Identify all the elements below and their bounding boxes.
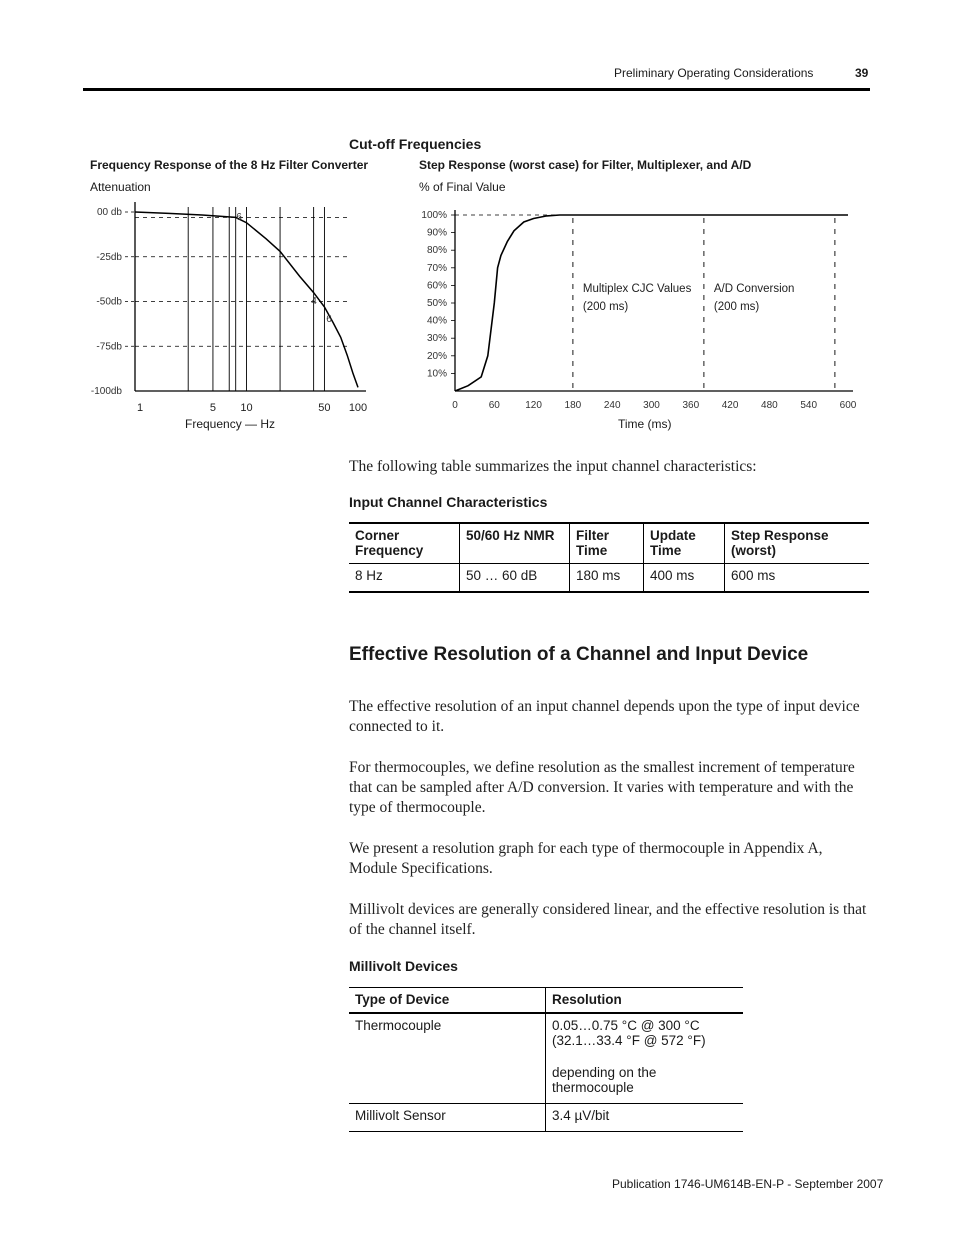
y-tick-label: 50% [426, 298, 447, 309]
chart2-title: Step Response (worst case) for Filter, Multiplexer, and A/D [419, 158, 752, 172]
x-tick-label: 120 [525, 400, 542, 411]
body-paragraph: For thermocouples, we define resolution as the smallest increment of temperature that can be sampled after A/D conversion. It varies with temperature and with the type of thermocouple. [349, 759, 855, 816]
y-tick-label: 60% [426, 280, 447, 292]
table-header-cell: 50/60 Hz NMR [460, 523, 570, 564]
y-tick-label: -50db [96, 296, 122, 308]
y-tick-label: -100db [90, 386, 122, 397]
section-heading: Effective Resolution of a Channel and Input Device [349, 644, 809, 665]
x-tick-label: 5 [209, 402, 216, 414]
x-tick-label: 50 [318, 402, 331, 414]
table-cell: Thermocouple [349, 1013, 546, 1104]
y-tick-label: 30% [426, 333, 447, 345]
figure-caption: Cut-off Frequencies [349, 136, 482, 152]
y-tick-label: 80% [426, 245, 447, 257]
y-tick-label: 70% [426, 262, 447, 274]
resolution-line: (32.1…33.4 °F @ 572 °F) [552, 1033, 706, 1048]
body-paragraph: The effective resolution of an input channel depends upon the type of input device connected to it. [349, 698, 860, 735]
table1-title: Input Channel Characteristics [349, 494, 548, 510]
chart2-ylabel: % of Final Value [419, 180, 506, 194]
x-tick-label: 420 [721, 400, 739, 411]
x-tick-label: 600 [839, 400, 857, 411]
table-header-cell: Update Time [644, 523, 725, 564]
step-response-curve [455, 215, 848, 391]
curve-annotation: 4 [311, 296, 317, 307]
phase-duration: (200 ms) [713, 301, 760, 313]
body-paragraph: We present a resolution graph for each type of thermocouple in Appendix A, Module Specifications. [349, 840, 823, 877]
table-cell: 8 Hz [349, 564, 460, 593]
page-number: 39 [855, 66, 869, 80]
table-row [349, 1013, 743, 1104]
resolution-line: 0.05…0.75 °C @ 300 °C [552, 1018, 700, 1033]
table-cell: 50 … 60 dB [460, 564, 570, 593]
y-tick-label: 90% [426, 227, 447, 239]
x-tick-label: 60 [488, 400, 500, 411]
table-cell [546, 1013, 744, 1104]
x-tick-label: 240 [603, 400, 621, 411]
intro-paragraph: The following table summarizes the input channel characteristics: [349, 458, 757, 475]
y-tick-label: -25db [96, 251, 122, 263]
x-tick-label: 360 [682, 400, 700, 411]
table-cell: Millivolt Sensor [349, 1104, 546, 1132]
x-tick-label: 1 [136, 402, 144, 414]
table-cell: 400 ms [644, 564, 725, 593]
table-row [349, 564, 869, 593]
x-tick-label: 540 [800, 400, 818, 411]
resolution-note: depending on the thermocouple [552, 1065, 657, 1095]
x-tick-label: 300 [643, 400, 660, 411]
table-header-cell: Type of Device [349, 988, 546, 1014]
chart2-xlabel: Time (ms) [618, 417, 672, 431]
y-tick-label: 10% [426, 368, 447, 380]
x-tick-label: 100 [348, 402, 368, 414]
x-tick-label: 0 [452, 400, 458, 411]
step-response-chart [421, 210, 856, 411]
y-tick-label: -75db [96, 341, 122, 353]
body-paragraph: Millivolt devices are generally considered linear, and the effective resolution is that of the channel itself. [349, 901, 867, 938]
y-tick-label: 00 db [96, 207, 122, 218]
cutoff-charts-svg [0, 0, 954, 440]
curve-annotation: 6 [236, 212, 242, 223]
y-tick-label: 20% [426, 350, 447, 362]
curve-annotation: 6 [326, 314, 332, 325]
table-row [349, 1104, 743, 1132]
table-header-row [349, 523, 869, 564]
table-header-cell: Filter Time [570, 523, 644, 564]
frequency-response-chart [91, 202, 367, 414]
chart1-ylabel: Attenuation [90, 180, 151, 194]
running-header-title: Preliminary Operating Considerations [614, 66, 814, 80]
table-header-cell: Step Response (worst) [725, 523, 870, 564]
millivolt-devices-table [349, 987, 743, 1132]
x-tick-label: 10 [240, 402, 253, 414]
input-channel-table [349, 522, 869, 593]
table2-title: Millivolt Devices [349, 958, 458, 974]
table-header-cell: Corner Frequency [349, 523, 460, 564]
x-tick-label: 180 [564, 400, 582, 411]
y-tick-label: 40% [426, 315, 447, 327]
table-cell: 600 ms [725, 564, 870, 593]
x-tick-label: 480 [761, 400, 778, 411]
chart1-xlabel: Frequency — Hz [185, 417, 276, 431]
y-tick-label: 100% [421, 210, 447, 221]
chart1-title: Frequency Response of the 8 Hz Filter Converter [90, 158, 369, 172]
phase-label: Multiplex CJC Values [582, 283, 692, 295]
table-header-cell: Resolution [546, 988, 744, 1014]
table-cell: 180 ms [570, 564, 644, 593]
phase-duration: (200 ms) [582, 301, 629, 313]
publication-footer: Publication 1746-UM614B-EN-P - September 2007 [612, 1177, 884, 1191]
table-cell: 3.4 µV/bit [546, 1104, 744, 1132]
table-header-row [349, 988, 743, 1014]
phase-label: A/D Conversion [713, 283, 795, 295]
